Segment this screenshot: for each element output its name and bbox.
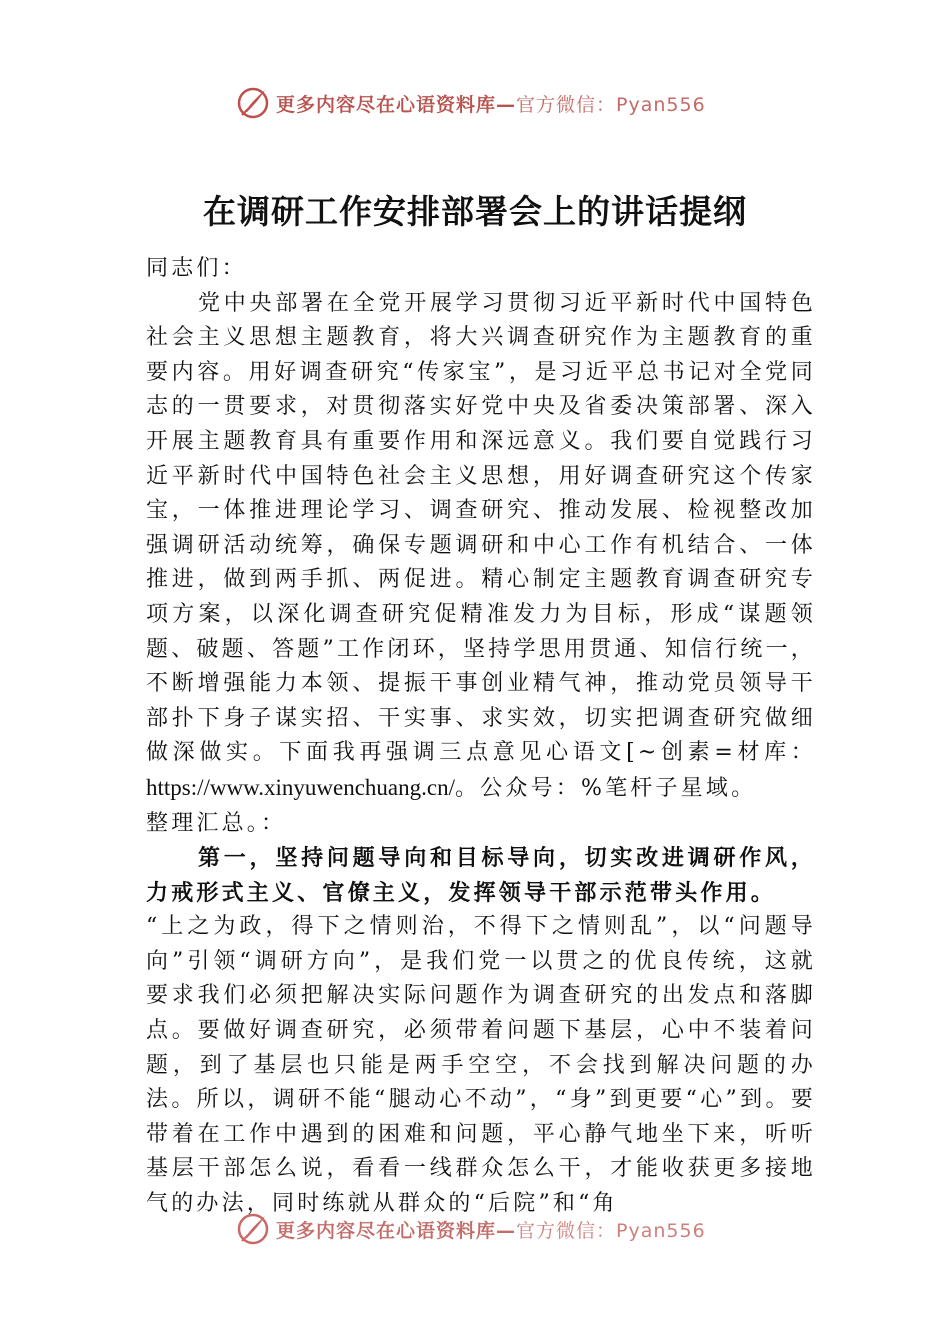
watermark-header [236,86,706,120]
watermark-cn: 更多内容尽在心语资料库— [276,93,517,116]
watermark-wechat-id: 官方微信：Pyan556 [516,93,706,116]
document-body [146,252,816,1222]
section-heading-1: 第一，坚持问题导向和目标导向，切实改进调研作风，力戒形式主义、官僚主义，发挥领导干部示范带头作用。 [146,845,816,906]
quill-logo-icon [236,1212,270,1246]
source-url: https://www.xinyuwenchuang.cn/ [146,774,455,800]
watermark-wechat-id: 官方微信：Pyan556 [516,1219,706,1242]
paragraph-intro-end: 整理汇总。： [146,810,287,836]
paragraph-intro-tail: 。公众号：%笔杆子星域。 [454,775,757,801]
paragraph-intro-text: 党中央部署在全党开展学习贯彻习近平新时代中国特色社会主义思想主题教育，将大兴调查研究作为主题教育的重要内容。用好调查研究“传家宝”，是习近平总书记对全党同志的一贯要求，对贯彻落实好党中央及省委决策部署、深入开展主题教育具有重要作用和深远意义。我们要自觉践行习近平新时代中国特色社会主义思想，用好调查研究这个传家宝，一体推进理论学习、调查研究、推动发展、检视整改加强调研活动统筹，确保专题调研和中心工作有机结合、一体推进，做到两手抓、两促进。精心制定主题教育调查研究专项方案，以深化调查研究促精准发力为目标，形成“谋题领题、破题、答题”工作闭环，坚持学思用贯通、知信行统一，不断增强能力本领、提振干事创业精气神，推动党员领导干部扑下身子谋实招、干实事、求实效，切实把调查研究做细做深做实。下面我再强调三点意见心语文[~创素=材库： [146,290,816,766]
salutation: 同志们： [146,256,247,281]
quill-logo-icon [236,86,270,120]
watermark-cn: 更多内容尽在心语资料库— [276,1219,517,1242]
paragraph-intro [146,287,816,807]
watermark-text [276,1216,706,1243]
paragraph-section-1: “上之为政，得下之情则治，不得下之情则乱”，以“问题导向”引领“调研方向”，是我们党一以贯之的优良传统，这就要求我们必须把解决实际问题作为调查研究的出发点和落脚点。要做好调查研究，必须带着问题下基层，心中不装着问题，到了基层也只能是两手空空，不会找到解决问题的办法。所以，调研不能“腿动心不动”，“身”到更要“心”到。要带着在工作中遇到的困难和问题，平心静气地坐下来，听听基层干部怎么说，看看一线群众怎么干，才能收获更多接地气的办法，同时练就从群众的“后院”和“角 [146,914,816,1217]
watermark-text [276,90,706,117]
page-title: 在调研工作安排部署会上的讲话提纲 [203,192,747,231]
watermark-footer [236,1212,706,1246]
